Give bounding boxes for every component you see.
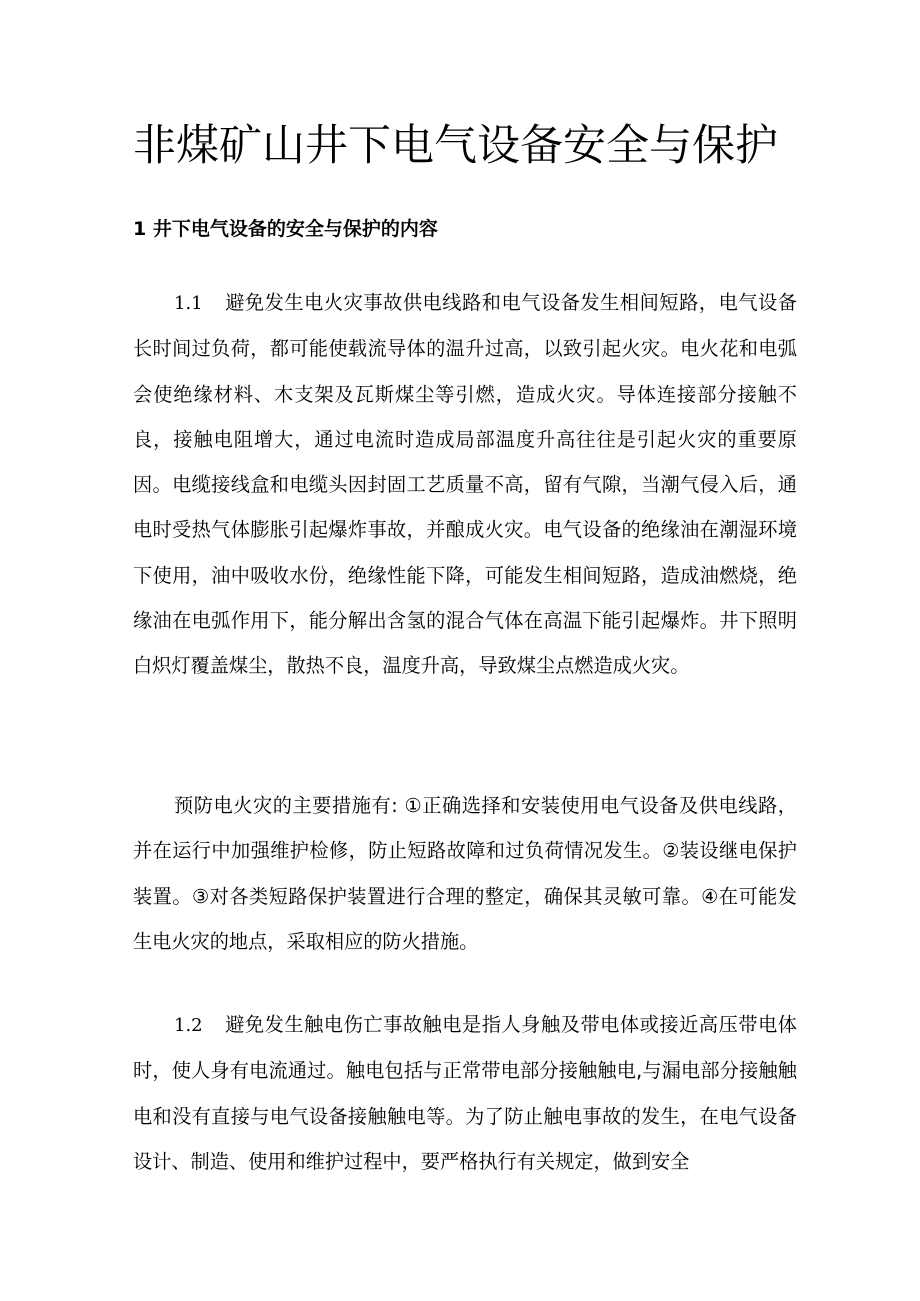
paragraph-fire-prevention (133, 783, 797, 964)
section-heading: 1 井下电气设备的安全与保护的内容 (133, 218, 438, 240)
paragraph-number: 1.2 (174, 1015, 203, 1036)
paragraph-1-2 (133, 1002, 797, 1184)
paragraph-text: 避免发生电火灾事故供电线路和电气设备发生相间短路，电气设备长时间过负荷，都可能使载流导体的温升过高，以致引起火灾。电火花和电弧会使绝缘材料、木支架及瓦斯煤尘等引燃，造成火灾。导体连接部分接触不良，接触电阻增大，通过电流时造成局部温度升高往往是引起火灾的重要原因。电缆接线盒和电缆头因封固工艺质量不高，留有气隙，当潮气侵入后，通电时受热气体膨胀引起爆炸事故，并酿成火灾。电气设备的绝缘油在潮湿环境下使用，油中吸收水份，绝缘性能下降，可能发生相间短路，造成油燃烧，绝缘油在电弧作用下，能分解出含氢的混合气体在高温下能引起爆炸。井下照明白炽灯覆盖煤尘，散热不良，温度升高，导致煤尘点燃造成火灾。 (133, 291, 797, 678)
paragraph-text: 避免发生触电伤亡事故触电是指人身触及带电体或接近高压带电体时，使人身有电流通过。触电包括与正常带电部分接触触电,与漏电部分接触触电和没有直接与电气设备接触触电等。为了防止触电事故的发生，在电气设备设计、制造、使用和维护过程中，要严格执行有关规定，做到安全 (133, 1013, 797, 1173)
paragraph-1-1 (133, 280, 797, 689)
paragraph-text: 预防电火灾的主要措施有: ①正确选择和安装使用电气设备及供电线路，并在运行中加强维护检修，防止短路故障和过负荷情况发生。②装设继电保护装置。③对各类短路保护装置进行合理的整定，确保其灵敏可靠。④在可能发生电火灾的地点，采取相应的防火措施。 (133, 794, 797, 953)
document-title: 非煤矿山井下电气设备安全与保护 (133, 121, 778, 171)
paragraph-number: 1.1 (174, 293, 203, 314)
